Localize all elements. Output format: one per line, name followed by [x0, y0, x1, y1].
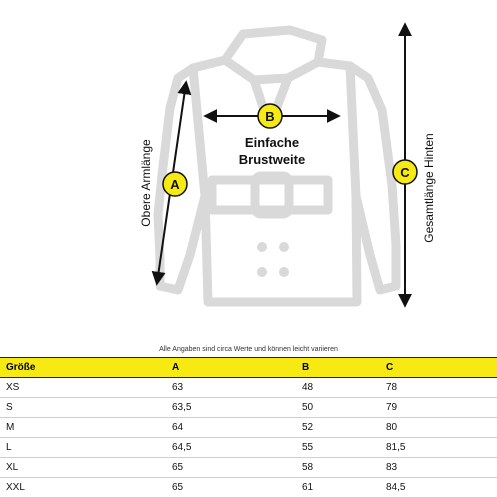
- table-row: [0, 438, 497, 458]
- cell-size: XL: [0, 458, 166, 478]
- cell-a: 65: [166, 458, 296, 478]
- table-row: [0, 398, 497, 418]
- size-table: [0, 357, 497, 498]
- badge-a: [163, 172, 187, 196]
- cell-a: 63: [166, 378, 296, 398]
- svg-text:C: C: [400, 165, 410, 180]
- coat-buttons: [257, 242, 289, 277]
- header-b: B: [296, 358, 380, 378]
- cell-a: 64: [166, 418, 296, 438]
- label-chest-line1: Einfache: [244, 135, 300, 150]
- label-back-length: Gesamtlänge Hinten: [422, 133, 436, 243]
- badge-c: [393, 160, 417, 184]
- label-chest-line2: Brustweite: [238, 152, 306, 167]
- table-row: [0, 418, 497, 438]
- cell-c: 81,5: [380, 438, 497, 458]
- header-a: A: [166, 358, 296, 378]
- badge-b: [258, 104, 282, 128]
- cell-a: 63,5: [166, 398, 296, 418]
- svg-text:A: A: [170, 177, 180, 192]
- cell-c: 78: [380, 378, 497, 398]
- cell-size: XS: [0, 378, 166, 398]
- cell-c: 80: [380, 418, 497, 438]
- cell-b: 48: [296, 378, 380, 398]
- label-sleeve: Obere Armlänge: [139, 139, 153, 227]
- table-row: [0, 378, 497, 398]
- cell-size: XXL: [0, 478, 166, 498]
- cell-b: 55: [296, 438, 380, 458]
- cell-c: 79: [380, 398, 497, 418]
- cell-c: 83: [380, 458, 497, 478]
- cell-size: M: [0, 418, 166, 438]
- cell-a: 64,5: [166, 438, 296, 458]
- cell-b: 61: [296, 478, 380, 498]
- cell-size: S: [0, 398, 166, 418]
- cell-size: L: [0, 438, 166, 458]
- cell-a: 65: [166, 478, 296, 498]
- cell-c: 84,5: [380, 478, 497, 498]
- header-size: Größe: [0, 358, 166, 378]
- table-row: [0, 458, 497, 478]
- table-header-row: [0, 358, 497, 378]
- svg-text:B: B: [265, 109, 275, 124]
- cell-b: 58: [296, 458, 380, 478]
- measurement-note: Alle Angaben sind circa Werte und können leicht variieren: [159, 346, 338, 353]
- header-c: C: [380, 358, 497, 378]
- cell-b: 50: [296, 398, 380, 418]
- table-row: [0, 478, 497, 498]
- cell-b: 52: [296, 418, 380, 438]
